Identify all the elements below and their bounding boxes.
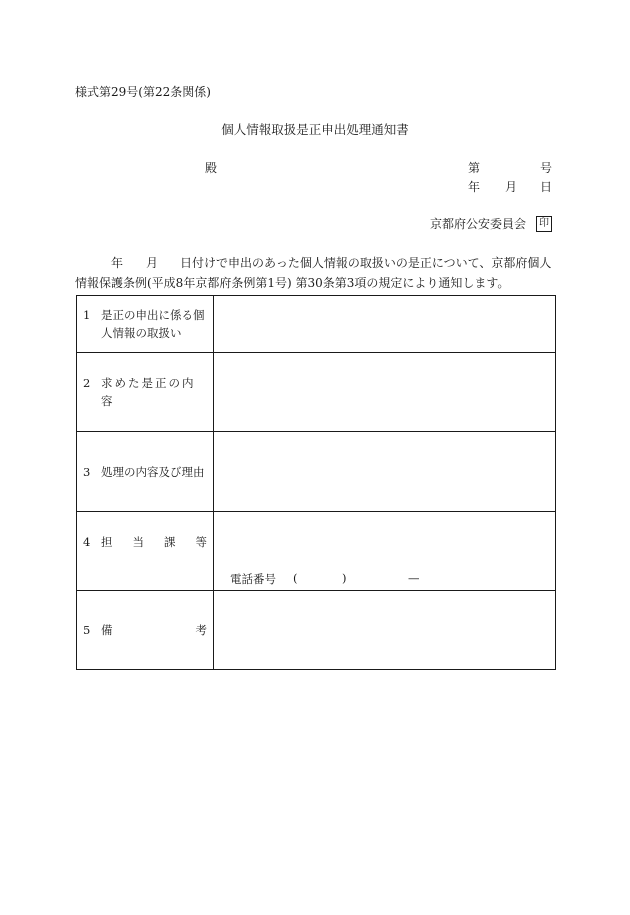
body-text: 日付けで申出のあった個人情報の取扱いの是正について、京都府個人情報保護条例(平成8年京都府条例第1号) 第30条第3項の規定により通知します。 xyxy=(75,256,552,290)
row-value-cell[interactable] xyxy=(214,432,556,512)
row-value-cell[interactable] xyxy=(214,591,556,670)
row-value-cell[interactable] xyxy=(214,353,556,432)
table-row xyxy=(77,591,556,670)
row-label-cell xyxy=(77,296,214,353)
row-label: 求めた是正の内容 xyxy=(101,376,196,408)
body-year-label: 年 xyxy=(111,256,124,270)
label-char: 担 xyxy=(101,535,113,549)
row-label: 是正の申出に係る個人情報の取扱い xyxy=(101,308,205,340)
phone-paren-open: ( xyxy=(293,571,298,585)
table-row xyxy=(77,296,556,353)
date-day-label: 日 xyxy=(540,180,553,194)
body-month-label: 月 xyxy=(146,256,159,270)
notice-table xyxy=(76,295,556,670)
phone-number-label: 電話番号 xyxy=(230,572,276,586)
row-number: 5 xyxy=(83,623,91,637)
phone-paren-close: ) xyxy=(342,571,347,585)
row-label-cell xyxy=(77,591,214,670)
row-label-cell xyxy=(77,353,214,432)
row-value-cell[interactable] xyxy=(214,296,556,353)
row-number: 4 xyxy=(83,535,91,549)
row-value-cell[interactable] xyxy=(214,512,556,591)
table-row xyxy=(77,432,556,512)
table-row xyxy=(77,353,556,432)
document-number-prefix: 第 xyxy=(468,161,481,175)
date-year-label: 年 xyxy=(468,180,481,194)
seal-mark: 印 xyxy=(536,216,552,232)
notice-body xyxy=(75,253,555,293)
addressee-honorific: 殿 xyxy=(205,161,218,175)
row-label xyxy=(101,621,207,639)
document-number-suffix: 号 xyxy=(540,161,553,175)
row-number: 1 xyxy=(83,308,91,322)
row-label-cell xyxy=(77,512,214,591)
row-label: 処理の内容及び理由 xyxy=(101,464,205,479)
label-char: 等 xyxy=(195,535,207,549)
form-number: 様式第29号(第22条関係) xyxy=(75,85,211,99)
label-char: 当 xyxy=(132,535,144,549)
label-char: 課 xyxy=(164,535,176,549)
phone-dash: — xyxy=(408,571,420,585)
label-char: 考 xyxy=(195,623,207,637)
date-month-label: 月 xyxy=(505,180,518,194)
row-label xyxy=(101,533,207,551)
label-char: 備 xyxy=(101,623,113,637)
row-number: 3 xyxy=(83,464,91,479)
row-number: 2 xyxy=(83,376,91,390)
table-row xyxy=(77,512,556,591)
document-title: 個人情報取扱是正申出処理通知書 xyxy=(221,122,409,137)
issuer-name: 京都府公安委員会 xyxy=(430,217,527,231)
row-label-cell xyxy=(77,432,214,512)
